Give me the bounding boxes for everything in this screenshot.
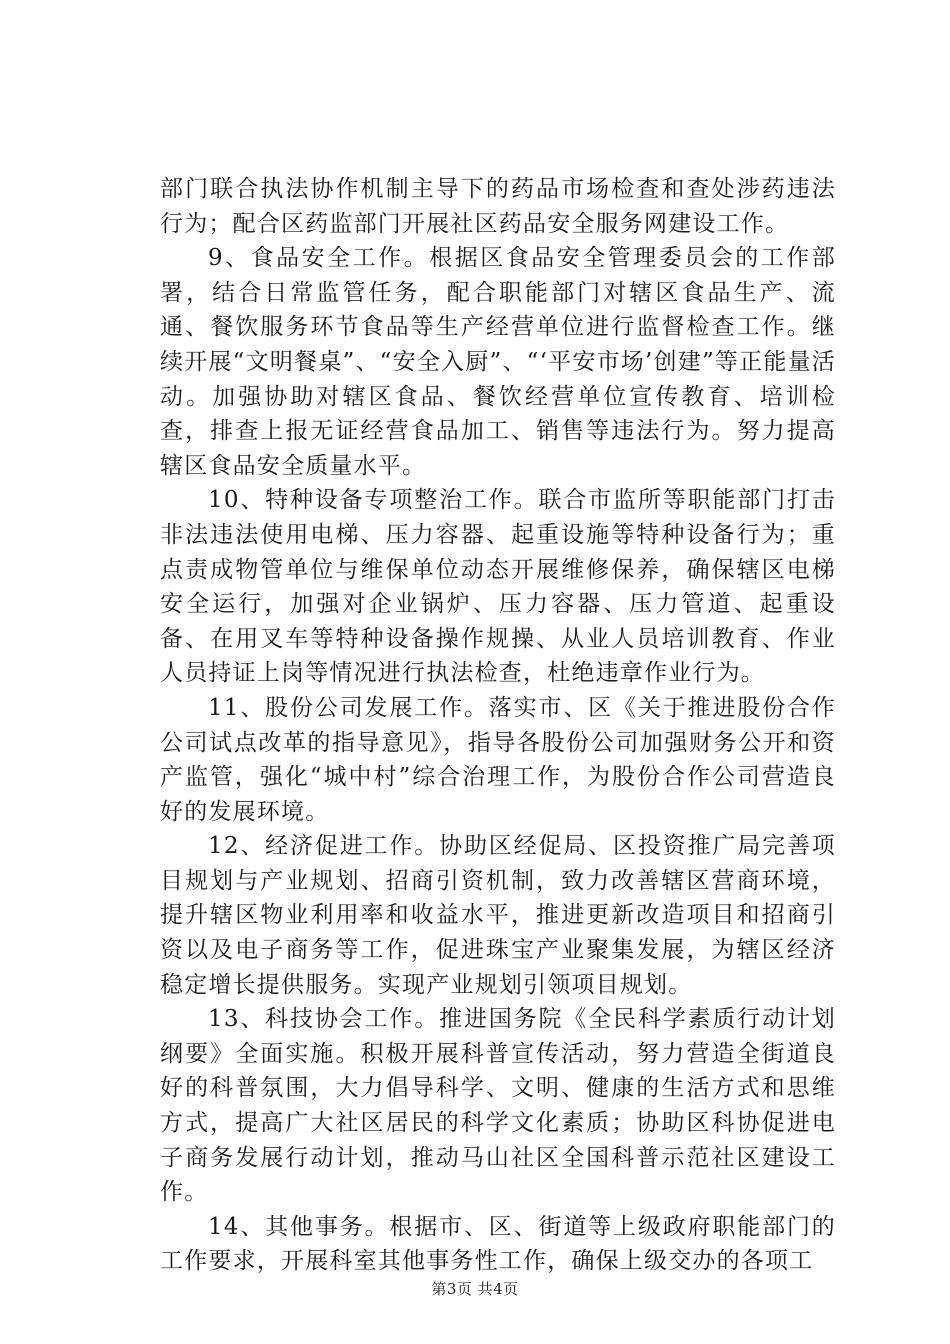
paragraph-food-safety: 9、食品安全工作。根据区食品安全管理委员会的工作部署，结合日常监管任务，配合职能部门对辖区食品生产、流通、餐饮服务环节食品等生产经营单位进行监督检查工作。继续开展“文明餐桌”、“安全入厨”、“‘平安市场’创建”等正能量活动。加强协助对辖区食品、餐饮经营单位宣传教育、培训检查，排查上报无证经营食品加工、销售等违法行为。努力提高辖区食品安全质量水平。 — [160, 245, 836, 479]
paragraph-science-association: 13、科技协会工作。推进国务院《全民科学素质行动计划纲要》全面实施。积极开展科普宣传活动，努力营造全街道良好的科普氛围，大力倡导科学、文明、健康的生活方式和思维方式，提高广大社区居民的科学文化素质；协助区科协促进电子商务发展行动计划，推动马山社区全国科普示范社区建设工作。 — [160, 1006, 836, 1206]
paragraph-shareholding-company: 11、股份公司发展工作。落实市、区《关于推进股份合作公司试点改革的指导意见》，指导各股份公司加强财务公开和资产监管，强化“城中村”综合治理工作，为股份合作公司营造良好的发展环境。 — [160, 694, 836, 825]
document-body — [160, 172, 836, 1279]
paragraph-special-equipment: 10、特种设备专项整治工作。联合市监所等职能部门打击非法违法使用电梯、压力容器、起重设施等特种设备行为；重点责成物管单位与维保单位动态开展维修保养，确保辖区电梯安全运行，加强对企业锅炉、压力容器、压力管道、起重设备、在用叉车等特种设备操作规操、从业人员培训教育、作业人员持证上岗等情况进行执法检查，杜绝违章作业行为。 — [160, 487, 836, 687]
paragraph-economic-promotion: 12、经济促进工作。协助区经促局、区投资推广局完善项目规划与产业规划、招商引资机制，致力改善辖区营商环境，提升辖区物业利用率和收益水平，推进更新改造项目和招商引资以及电子商务等工作，促进珠宝产业聚集发展，为辖区经济稳定增长提供服务。实现产业规划引领项目规划。 — [160, 833, 836, 998]
paragraph-other-affairs: 14、其他事务。根据市、区、街道等上级政府职能部门的工作要求，开展科室其他事务性工作，确保上级交办的各项工 — [160, 1213, 836, 1275]
page-number-footer: 第3页 共4页 — [431, 1280, 519, 1298]
paragraph-continuation: 部门联合执法协作机制主导下的药品市场检查和查处涉药违法行为；配合区药监部门开展社区药品安全服务网建设工作。 — [160, 176, 836, 237]
